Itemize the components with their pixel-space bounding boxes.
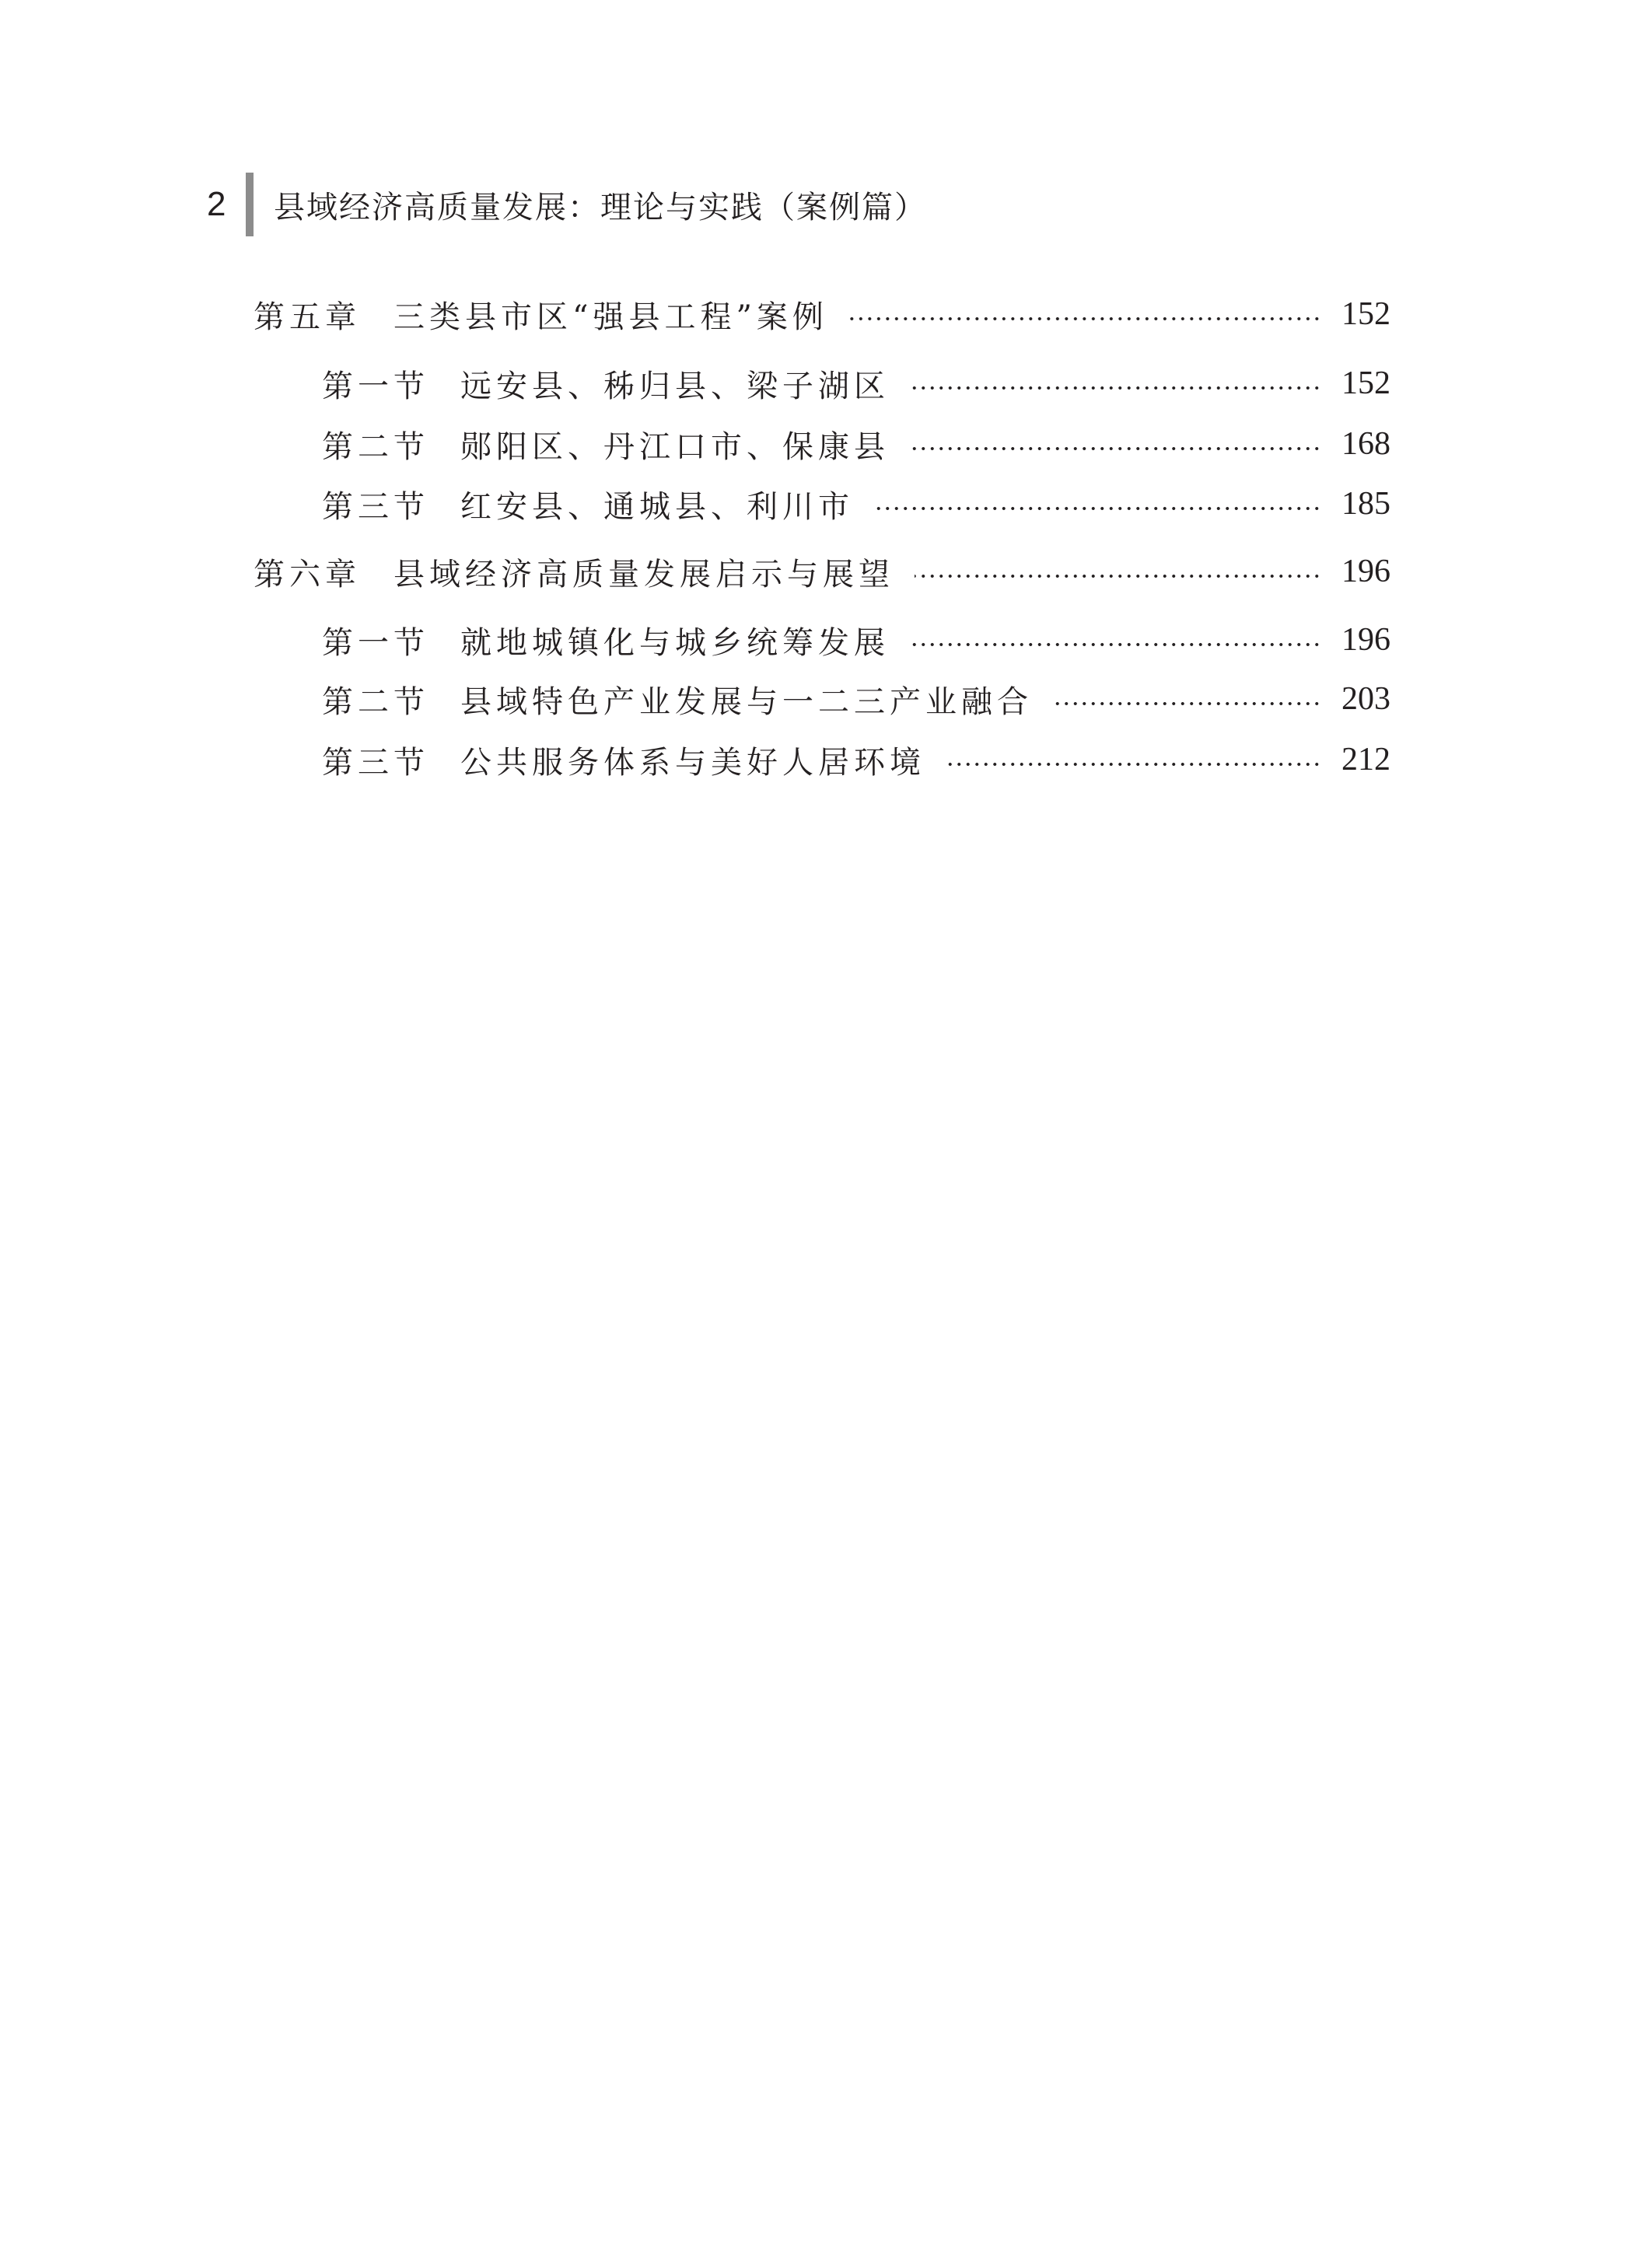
dot-leader bbox=[874, 506, 1321, 511]
toc-section-5-2[interactable] bbox=[322, 420, 1390, 468]
dot-leader bbox=[910, 642, 1321, 647]
chapter-label: 第六章 bbox=[254, 556, 361, 592]
chapter-title: 县域经济高质量发展启示与展望 bbox=[394, 556, 894, 592]
section-label: 第一节 bbox=[322, 368, 429, 404]
chapter-label: 第五章 bbox=[254, 299, 361, 335]
section-page-number: 152 bbox=[1341, 365, 1390, 401]
dot-leader bbox=[915, 574, 1321, 578]
running-title: 县域经济高质量发展：理论与实践（案例篇） bbox=[274, 189, 927, 225]
section-page-number: 168 bbox=[1341, 426, 1390, 462]
toc-section-5-1[interactable] bbox=[322, 359, 1390, 407]
section-title: 县域特色产业发展与一二三产业融合 bbox=[460, 683, 1033, 720]
dot-leader bbox=[1053, 701, 1321, 706]
toc-section-6-2[interactable] bbox=[322, 675, 1390, 723]
section-title: 郧阳区、丹江口市、保康县 bbox=[460, 428, 890, 465]
table-of-contents bbox=[0, 0, 1644, 855]
section-label: 第二节 bbox=[322, 428, 429, 465]
section-label: 第三节 bbox=[322, 488, 429, 525]
section-label: 第三节 bbox=[322, 744, 429, 781]
section-label: 第二节 bbox=[322, 683, 429, 720]
section-title: 就地城镇化与城乡统筹发展 bbox=[460, 624, 890, 661]
dot-leader bbox=[910, 386, 1321, 390]
section-title: 远安县、秭归县、梁子湖区 bbox=[460, 368, 890, 404]
toc-section-5-3[interactable] bbox=[322, 480, 1390, 528]
toc-chapter-6[interactable] bbox=[254, 547, 1390, 596]
section-label: 第一节 bbox=[322, 624, 429, 661]
dot-leader bbox=[946, 762, 1321, 767]
page-number: 2 bbox=[207, 185, 226, 223]
section-title: 公共服务体系与美好人居环境 bbox=[460, 744, 925, 781]
chapter-title: 三类县市区“强县工程”案例 bbox=[394, 299, 828, 335]
section-page-number: 212 bbox=[1341, 742, 1390, 778]
dot-leader bbox=[848, 316, 1321, 321]
section-page-number: 196 bbox=[1341, 622, 1390, 658]
section-page-number: 203 bbox=[1341, 681, 1390, 717]
chapter-page-number: 196 bbox=[1341, 554, 1390, 589]
toc-section-6-3[interactable] bbox=[322, 736, 1390, 784]
section-title: 红安县、通城县、利川市 bbox=[460, 488, 854, 525]
dot-leader bbox=[910, 446, 1321, 451]
section-page-number: 185 bbox=[1341, 486, 1390, 522]
toc-section-6-1[interactable] bbox=[322, 616, 1390, 664]
toc-chapter-5[interactable] bbox=[254, 290, 1390, 338]
chapter-page-number: 152 bbox=[1341, 296, 1390, 332]
